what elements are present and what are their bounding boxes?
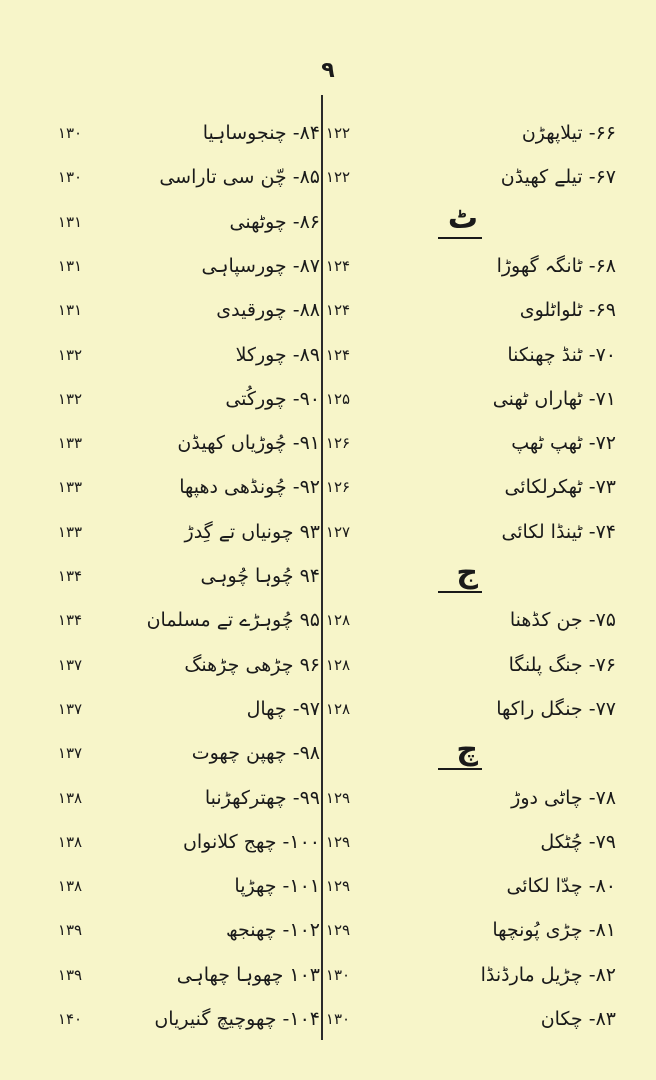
index-entry-right: ۸۰- چدّا لکائی <box>506 875 616 898</box>
entry-page-number: ۱۳۰ <box>57 124 83 142</box>
entry-title: ۸۶- چوٹھنی <box>229 210 320 233</box>
index-entry-right: ۶۸- ٹانگہ گھوڑا <box>496 254 616 277</box>
index-entry-right: ۷۷- جنگل راکھا <box>496 697 616 720</box>
entry-title: ۹۰- چورکُتی <box>225 387 320 410</box>
entry-page-number: ۱۳۸ <box>57 788 83 807</box>
right-entry-page-number: ۱۲۴ <box>325 256 351 275</box>
right-entry-page-number: ۱۲۴ <box>325 301 351 320</box>
entry-page-number: ۱۳۷ <box>57 744 83 763</box>
entry-page-number: ۱۳۱ <box>57 212 83 231</box>
entry-page-number: ۱۳۰ <box>57 168 83 187</box>
index-entry-left <box>0 561 656 591</box>
entry-title: ۱۰۱- چھڑپا <box>234 875 320 898</box>
heading-underline <box>438 768 482 770</box>
entry-page-number: ۱۳۸ <box>57 877 83 896</box>
entry-page-number: ۱۳۸ <box>57 832 83 851</box>
entry-page-number: ۱۳۳ <box>57 522 83 541</box>
entry-title: ۸۷- چورسپاہی <box>201 254 320 277</box>
right-entry-page-number: ۱۲۶ <box>325 434 351 453</box>
entry-title: ۱۰۳ چھوہا چھاہی <box>176 963 320 986</box>
right-entry-page-number: ۱۲۸ <box>325 655 351 674</box>
index-entry-right: ۷۶- جنگ پلنگا <box>508 653 616 676</box>
right-entry-page-number: ۱۲۲ <box>325 168 351 187</box>
entry-page-number: ۱۳۲ <box>57 345 83 364</box>
right-entry-page-number: ۱۲۹ <box>325 832 351 851</box>
entry-title: ۸۴- چنجوساہیا <box>202 122 320 144</box>
entry-page-number: ۱۳۲ <box>57 389 83 408</box>
index-entry-right: ۷۰- ٹنڈ چھنکنا <box>507 343 616 366</box>
right-entry-page-number: ۱۳۰ <box>325 1010 351 1028</box>
index-entry-right: ۷۴- ٹینڈا لکائی <box>501 520 616 543</box>
entry-page-number: ۱۳۴ <box>57 611 83 630</box>
right-entry-page-number: ۱۲۴ <box>325 345 351 364</box>
page-number: ۹ <box>321 58 335 83</box>
index-entry-left <box>0 207 656 237</box>
index-entry-right: ۸۳- چکان <box>540 1008 616 1030</box>
entry-title: ۹۸- چھپن چھوت <box>191 742 320 765</box>
entry-title: ۹۴ چُوہا چُوہی <box>200 565 320 587</box>
right-entry-page-number: ۱۲۲ <box>325 124 351 142</box>
entry-page-number: ۱۳۱ <box>57 256 83 275</box>
index-entry-right: ۸۱- چڑی پُونچھا <box>492 919 616 942</box>
entry-page-number: ۱۳۷ <box>57 655 83 674</box>
entry-title: ۸۹- چورکلا <box>235 343 320 366</box>
entry-title: ۹۵ چُوہڑے تے مسلمان <box>146 609 320 632</box>
right-entry-page-number: ۱۲۶ <box>325 478 351 497</box>
entry-page-number: ۱۳۳ <box>57 434 83 453</box>
heading-underline <box>438 237 482 239</box>
index-entry-right: ۷۳- ٹھکرلکائی <box>504 476 616 499</box>
entry-title: ۹۶ چڑھی چڑھنگ <box>184 653 320 676</box>
entry-title: ۱۰۴- چھوچیچ گنیریاں <box>154 1008 320 1030</box>
entry-title: ۱۰۲- چھنجھ <box>225 919 320 942</box>
index-entry-right: ۸۲- چڑیل مارڈنڈا <box>480 963 616 986</box>
index-entry-right: ۷۲- ٹھپ ٹھپ <box>511 432 616 455</box>
entry-title: ۱۰۰- چھج کلانواں <box>182 830 320 853</box>
index-entry-right: ۷۸- چاٹی دوڑ <box>511 786 616 809</box>
right-entry-page-number: ۱۳۰ <box>325 965 351 984</box>
letter-section-heading: چ <box>456 732 478 768</box>
entry-title: ۸۵- چّن سی تاراسی <box>159 166 320 189</box>
index-entry-right: ۷۱- ٹھاراں ٹھنی <box>492 387 616 410</box>
index-entry-right: ۷۹- چُٹکل <box>540 830 616 853</box>
index-entry-right: ۶۹- ٹلواٹلوی <box>519 299 616 322</box>
right-entry-page-number: ۱۲۹ <box>325 788 351 807</box>
letter-section-heading: ج <box>456 555 478 590</box>
letter-section-heading: ٹ <box>447 200 478 236</box>
heading-underline <box>438 591 482 593</box>
entry-page-number: ۱۳۴ <box>57 567 83 585</box>
right-entry-page-number: ۱۲۸ <box>325 611 351 630</box>
index-entry-left <box>0 738 656 768</box>
entry-page-number: ۱۳۹ <box>57 965 83 984</box>
entry-title: ۹۱- چُوڑیاں کھیڈن <box>177 432 320 455</box>
entry-title: ۹۹- چھترکھڑنبا <box>204 786 320 809</box>
entry-page-number: ۱۳۷ <box>57 699 83 718</box>
index-entry-right: ۶۷- تیلے کھیڈن <box>500 166 616 189</box>
index-entry-right: ۷۵- جن کڈھنا <box>509 609 616 632</box>
entry-title: ۸۸- چورقیدی <box>216 299 320 322</box>
entry-title: ۹۲- چُونڈھی دھپھا <box>179 476 320 499</box>
right-entry-page-number: ۱۲۵ <box>325 389 351 408</box>
right-entry-page-number: ۱۲۹ <box>325 921 351 940</box>
right-entry-page-number: ۱۲۸ <box>325 699 351 718</box>
right-entry-page-number: ۱۲۹ <box>325 877 351 896</box>
index-entry-right: ۶۶- تیلاپھڑن <box>521 122 616 144</box>
entry-title: ۹۳ چونیاں تے گِدڑ <box>184 520 320 543</box>
right-entry-page-number: ۱۲۷ <box>325 522 351 541</box>
entry-title: ۹۷- چھال <box>246 697 320 720</box>
entry-page-number: ۱۳۳ <box>57 478 83 497</box>
entry-page-number: ۱۴۰ <box>57 1010 83 1028</box>
entry-page-number: ۱۳۱ <box>57 301 83 320</box>
entry-page-number: ۱۳۹ <box>57 921 83 940</box>
